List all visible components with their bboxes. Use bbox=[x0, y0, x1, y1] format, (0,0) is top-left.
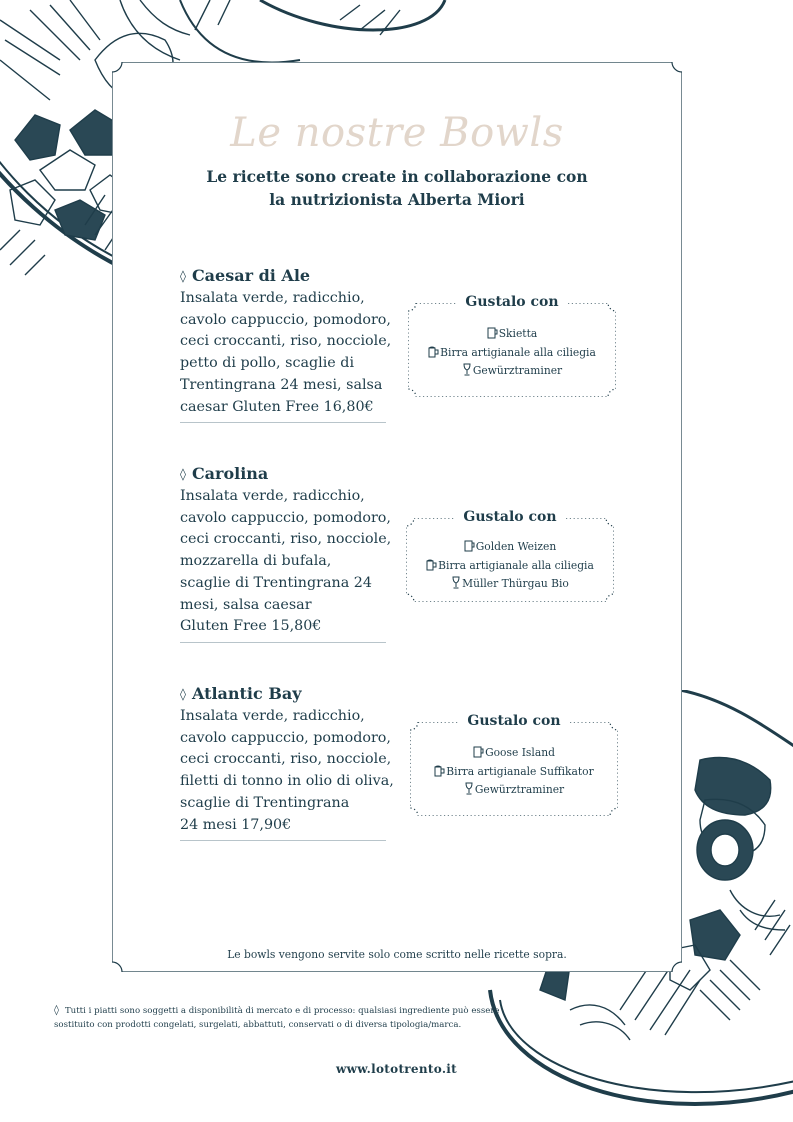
item-name: ◊ Carolina bbox=[180, 464, 269, 483]
beer-glass-icon bbox=[473, 746, 484, 758]
pairing-title: Gustalo con bbox=[408, 294, 616, 310]
disclaimer: ◊ Tutti i piatti sono soggetti a disponibilità di mercato e di processo: qualsiasi ingrediente può essere sostituito con prodotti congelati, surgelati, abbattuti, conservati o di diversa tipologia/marca. bbox=[54, 1005, 500, 1030]
pairing-row: Birra artigianale alla ciliegia bbox=[408, 344, 616, 363]
pairing-row: Gewürztraminer bbox=[408, 362, 616, 381]
pairing-list bbox=[408, 325, 616, 381]
pairing-row: Gewürztraminer bbox=[410, 781, 618, 800]
card-footer-note: Le bowls vengono servite solo come scritto nelle ricette sopra. bbox=[227, 948, 567, 961]
diamond-marker-icon: ◊ bbox=[180, 467, 186, 481]
pairing-list bbox=[410, 744, 618, 800]
pairing-list bbox=[406, 538, 614, 594]
pairing-row: Birra artigianale Suffikator bbox=[410, 763, 618, 782]
website-link[interactable]: www.lototrento.it bbox=[335, 1062, 457, 1076]
item-name: ◊ Caesar di Ale bbox=[180, 266, 311, 285]
pairing-title: Gustalo con bbox=[406, 509, 614, 525]
item-divider bbox=[180, 840, 386, 841]
menu-item-carolina bbox=[180, 464, 390, 643]
page-title: Le nostre Bowls bbox=[230, 110, 564, 156]
subtitle bbox=[112, 165, 682, 211]
beer-glass-icon bbox=[487, 327, 498, 339]
menu-item-atlantic-bay bbox=[180, 684, 394, 841]
pairing-row: Golden Weizen bbox=[406, 538, 614, 557]
beer-mug-icon bbox=[426, 559, 437, 571]
pairing-box-carolina bbox=[406, 509, 614, 602]
item-description: Insalata verde, radicchio, cavolo cappuccio, pomodoro, ceci croccanti, riso, nocciole, filetti di tonno in olio di oliva, scaglie di Trentingrana 24 mesi 17,90€ bbox=[180, 708, 394, 833]
item-description: Insalata verde, radicchio, cavolo cappuccio, pomodoro, ceci croccanti, riso, nocciole, mozzarella di bufala, scaglie di Trentingrana 24 mesi, salsa caesar Gluten Free 15,80€ bbox=[180, 488, 392, 635]
menu-card bbox=[112, 62, 682, 972]
item-description: Insalata verde, radicchio, cavolo cappuccio, pomodoro, ceci croccanti, riso, nocciole, petto di pollo, scaglie di Trentingrana 24 mesi, salsa caesar Gluten Free 16,80€ bbox=[180, 290, 392, 415]
pairing-row: Birra artigianale alla ciliegia bbox=[406, 557, 614, 576]
diamond-marker-icon: ◊ bbox=[180, 687, 186, 701]
item-name: ◊ Atlantic Bay bbox=[180, 684, 302, 703]
diamond-marker-icon: ◊ bbox=[180, 269, 186, 283]
pairing-box-caesar-di-ale bbox=[408, 294, 616, 397]
beer-mug-icon bbox=[428, 346, 439, 358]
wine-glass-icon bbox=[451, 576, 461, 589]
pairing-box-atlantic-bay bbox=[410, 713, 618, 816]
wine-glass-icon bbox=[464, 782, 474, 795]
pairing-row: Skietta bbox=[408, 325, 616, 344]
pairing-row: Müller Thürgau Bio bbox=[406, 575, 614, 594]
item-divider bbox=[180, 422, 386, 423]
diamond-marker-icon: ◊ bbox=[54, 1005, 59, 1016]
beer-mug-icon bbox=[434, 765, 445, 777]
beer-glass-icon bbox=[464, 540, 475, 552]
pairing-row: Goose Island bbox=[410, 744, 618, 763]
pairing-title: Gustalo con bbox=[410, 713, 618, 729]
wine-glass-icon bbox=[462, 363, 472, 376]
item-divider bbox=[180, 642, 386, 643]
subtitle-line: la nutrizionista Alberta Miori bbox=[269, 190, 525, 209]
subtitle-line: Le ricette sono create in collaborazione con bbox=[206, 167, 588, 186]
menu-item-caesar-di-ale bbox=[180, 266, 390, 423]
